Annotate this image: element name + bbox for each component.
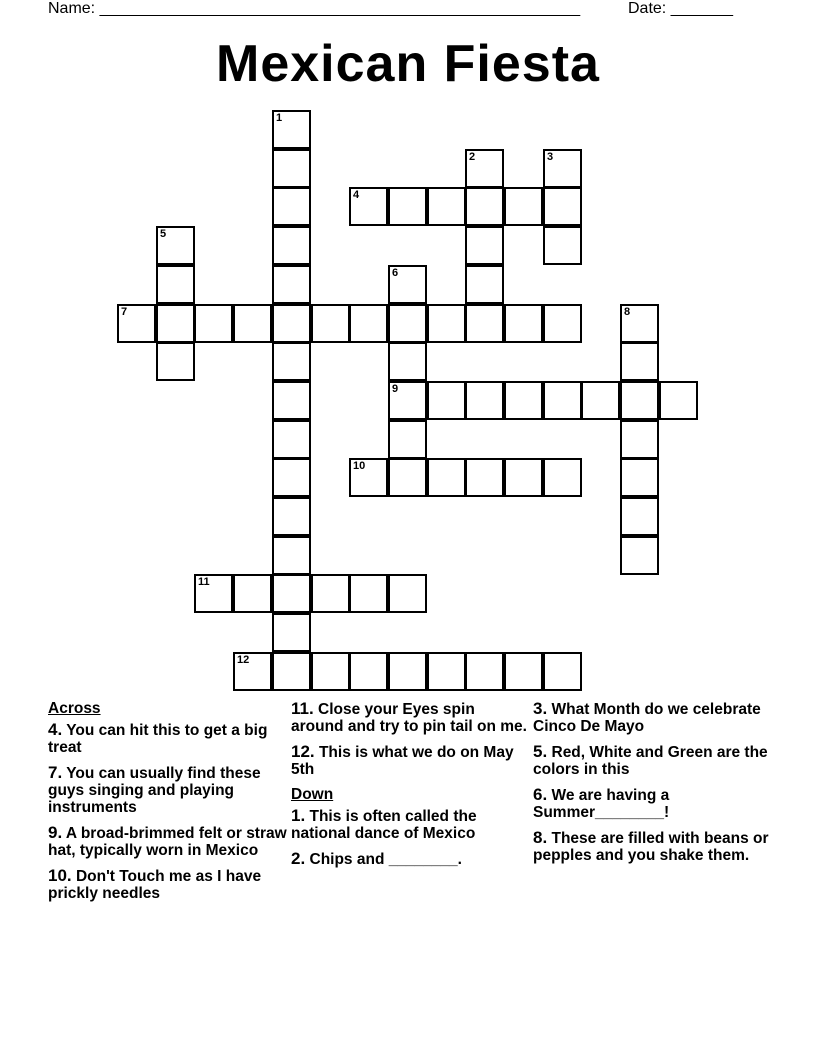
name-field: Name: ______________________________________________________	[48, 0, 581, 17]
grid-cell[interactable]	[156, 342, 195, 381]
grid-cell[interactable]	[504, 187, 543, 226]
grid-cell[interactable]	[272, 187, 311, 226]
grid-cell[interactable]	[620, 420, 659, 459]
grid-cell[interactable]	[465, 265, 504, 304]
grid-cell[interactable]	[388, 458, 427, 497]
clue-across-9: 9. A broad-brimmed felt or straw hat, typically worn in Mexico	[48, 823, 287, 859]
clue-across-7: 7. You can usually find these guys singing and playing instruments	[48, 763, 261, 816]
clue-down-6: 6. We are having a Summer________!	[533, 785, 670, 821]
grid-cell[interactable]	[194, 574, 233, 613]
grid-cell[interactable]	[620, 304, 659, 343]
clue-down-2: 2. Chips and ________.	[291, 849, 462, 868]
grid-cell[interactable]	[272, 458, 311, 497]
grid-cell[interactable]	[272, 342, 311, 381]
clue-down-1: 1. This is often called the national dance of Mexico	[291, 806, 477, 842]
clue-number: 1	[276, 112, 283, 124]
grid-cell[interactable]	[156, 265, 195, 304]
grid-cell[interactable]	[272, 265, 311, 304]
clue-number: 8	[624, 306, 631, 318]
grid-cell[interactable]	[272, 226, 311, 265]
grid-cell[interactable]	[272, 536, 311, 575]
clue-across-4: 4. You can hit this to get a big treat	[48, 720, 268, 756]
grid-cell[interactable]	[349, 187, 388, 226]
grid-cell[interactable]	[620, 497, 659, 536]
grid-cell[interactable]	[504, 381, 543, 420]
grid-cell[interactable]	[272, 574, 311, 613]
clue-number: 7	[121, 306, 128, 318]
grid-cell[interactable]	[272, 381, 311, 420]
clue-number: 12	[237, 654, 250, 666]
grid-cell[interactable]	[311, 652, 350, 691]
clue-number: 10	[353, 460, 366, 472]
grid-cell[interactable]	[233, 304, 272, 343]
grid-cell[interactable]	[272, 149, 311, 188]
grid-cell[interactable]	[233, 574, 272, 613]
grid-cell[interactable]	[465, 149, 504, 188]
grid-cell[interactable]	[427, 458, 466, 497]
clue-number: 9	[392, 383, 399, 395]
grid-cell[interactable]	[349, 458, 388, 497]
clue-across-12: 12. This is what we do on May 5th	[291, 742, 514, 778]
grid-cell[interactable]	[427, 652, 466, 691]
grid-cell[interactable]	[543, 149, 582, 188]
grid-cell[interactable]	[620, 342, 659, 381]
grid-cell[interactable]	[311, 304, 350, 343]
grid-cell[interactable]	[233, 652, 272, 691]
grid-cell[interactable]	[117, 304, 156, 343]
grid-cell[interactable]	[465, 304, 504, 343]
page-title: Mexican Fiesta	[216, 35, 600, 93]
grid-cell[interactable]	[388, 574, 427, 613]
grid-cell[interactable]	[156, 304, 195, 343]
grid-cell[interactable]	[388, 652, 427, 691]
grid-cell[interactable]	[427, 304, 466, 343]
grid-cell[interactable]	[465, 226, 504, 265]
grid-cell[interactable]	[543, 226, 582, 265]
grid-cell[interactable]	[272, 110, 311, 149]
grid-cell[interactable]	[543, 652, 582, 691]
grid-cell[interactable]	[504, 652, 543, 691]
clue-number: 11	[198, 576, 210, 588]
grid-cell[interactable]	[543, 187, 582, 226]
across-clues	[48, 700, 288, 910]
down-heading: Down	[291, 786, 334, 803]
grid-cell[interactable]	[620, 381, 659, 420]
grid-cell[interactable]	[272, 304, 311, 343]
grid-cell[interactable]	[311, 574, 350, 613]
clue-number: 2	[469, 151, 476, 163]
grid-cell[interactable]	[543, 458, 582, 497]
clue-number: 6	[392, 267, 399, 279]
clue-across-10: 10. Don't Touch me as I have prickly needles	[48, 866, 262, 902]
middle-clues	[291, 700, 531, 876]
grid-cell[interactable]	[620, 536, 659, 575]
grid-cell[interactable]	[427, 187, 466, 226]
grid-cell[interactable]	[427, 381, 466, 420]
grid-cell[interactable]	[659, 381, 698, 420]
clue-across-11: 11. Close your Eyes spin around and try to pin tail on me.	[291, 699, 527, 735]
clue-down-8: 8. These are filled with beans or pepples and you shake them.	[533, 828, 769, 864]
grid-cell[interactable]	[272, 497, 311, 536]
grid-cell[interactable]	[465, 652, 504, 691]
grid-cell[interactable]	[465, 187, 504, 226]
date-field: Date: _______	[628, 0, 733, 17]
down-clues	[533, 700, 773, 872]
grid-cell[interactable]	[388, 420, 427, 459]
clue-number: 5	[160, 228, 167, 240]
grid-cell[interactable]	[465, 458, 504, 497]
grid-cell[interactable]	[581, 381, 620, 420]
clue-number: 3	[547, 151, 554, 163]
across-heading: Across	[48, 700, 101, 717]
grid-cell[interactable]	[388, 187, 427, 226]
grid-cell[interactable]	[620, 458, 659, 497]
clue-down-5: 5. Red, White and Green are the colors in this	[533, 742, 768, 778]
grid-cell[interactable]	[388, 342, 427, 381]
grid-cell[interactable]	[388, 381, 427, 420]
grid-cell[interactable]	[349, 304, 388, 343]
grid-cell[interactable]	[349, 574, 388, 613]
grid-cell[interactable]	[504, 304, 543, 343]
grid-cell[interactable]	[543, 381, 582, 420]
grid-cell[interactable]	[388, 304, 427, 343]
grid-cell[interactable]	[504, 458, 543, 497]
grid-cell[interactable]	[543, 304, 582, 343]
grid-cell[interactable]	[272, 613, 311, 652]
grid-cell[interactable]	[465, 381, 504, 420]
grid-cell[interactable]	[388, 265, 427, 304]
grid-cell[interactable]	[272, 652, 311, 691]
grid-cell[interactable]	[156, 226, 195, 265]
grid-cell[interactable]	[272, 420, 311, 459]
grid-cell[interactable]	[349, 652, 388, 691]
clue-down-3: 3. What Month do we celebrate Cinco De Mayo	[533, 699, 761, 735]
clue-number: 4	[353, 189, 360, 201]
grid-cell[interactable]	[194, 304, 233, 343]
